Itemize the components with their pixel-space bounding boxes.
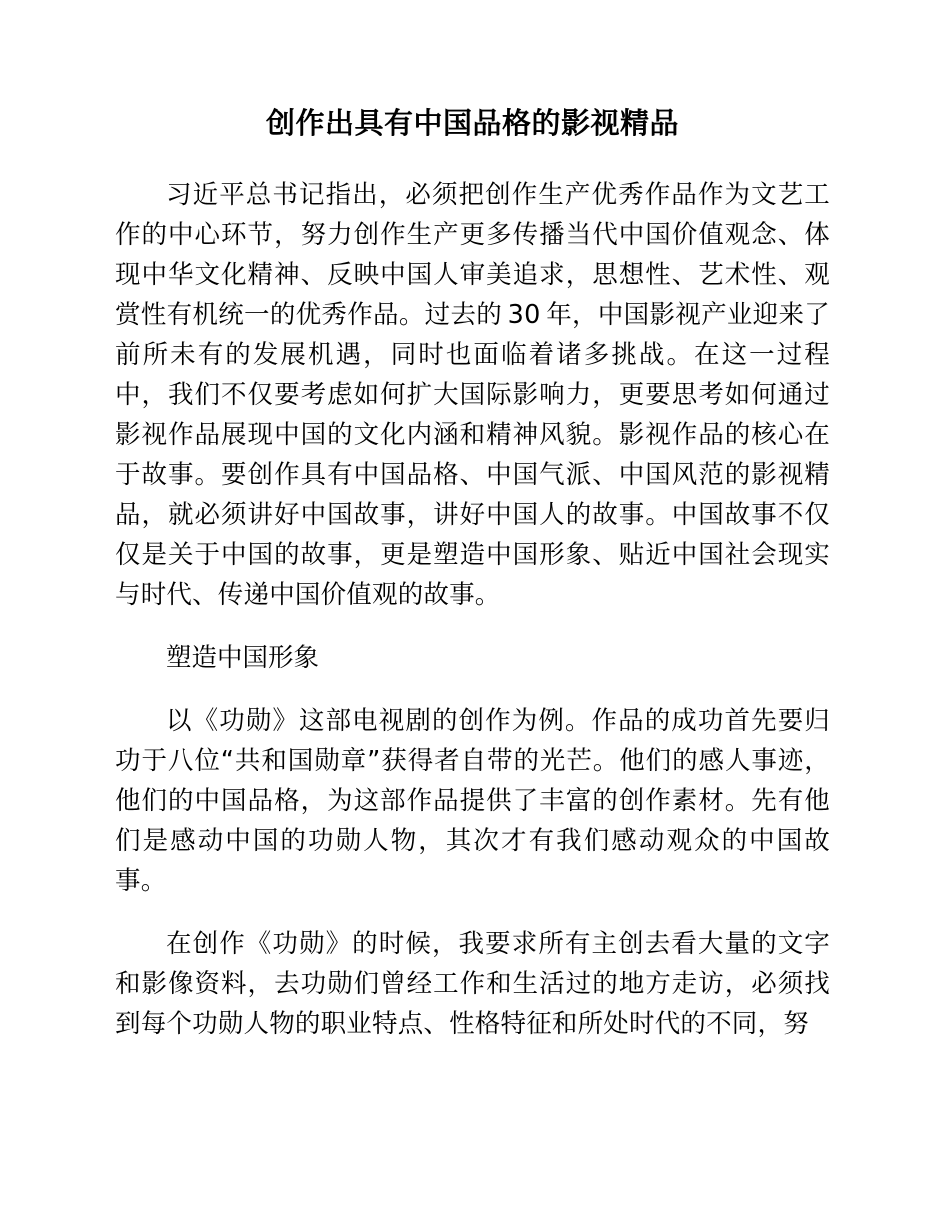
paragraph-1-text-a: 习近平总书记指出，必须把创作生产优秀作品作为文艺工作的中心环节，努力创作生产更多传播当代中国价值观念、体现中华文化精神、反映中国人审美追求，思想性、艺术性、观赏性有机统一的优秀作品。过去的 [115, 180, 830, 330]
document-content [115, 0, 830, 1044]
paragraph-3: 在创作《功勋》的时候，我要求所有主创去看大量的文字和影像资料，去功勋们曾经工作和生活过的地方走访，必须找到每个功勋人物的职业特点、性格特征和所处时代的不同，努 [115, 929, 830, 1039]
paragraph-2: 以《功勋》这部电视剧的创作为例。作品的成功首先要归功于八位“共和国勋章”获得者自带的光芒。他们的感人事迹，他们的中国品格，为这部作品提供了丰富的创作素材。先有他们是感动中国的功勋人物，其次才有我们感动观众的中国故事。 [115, 706, 830, 896]
page-title: 创作出具有中国品格的影视精品 [265, 106, 679, 140]
subheading-shape-china-image: 塑造中国形象 [166, 643, 320, 673]
paragraph-1-number: 30 [507, 300, 541, 330]
paragraph-1 [115, 175, 830, 615]
paragraph-1-text-b: 年，中国影视产业迎来了前所未有的发展机遇，同时也面临着诸多挑战。在这一过程中，我们不仅要考虑如何扩大国际影响力，更要思考如何通过影视作品展现中国的文化内涵和精神风貌。影视作品的核心在于故事。要创作具有中国品格、中国气派、中国风范的影视精品，就必须讲好中国故事，讲好中国人的故事。中国故事不仅仅是关于中国的故事，更是塑造中国形象、贴近中国社会现实与时代、传递中国价值观的故事。 [115, 300, 830, 610]
